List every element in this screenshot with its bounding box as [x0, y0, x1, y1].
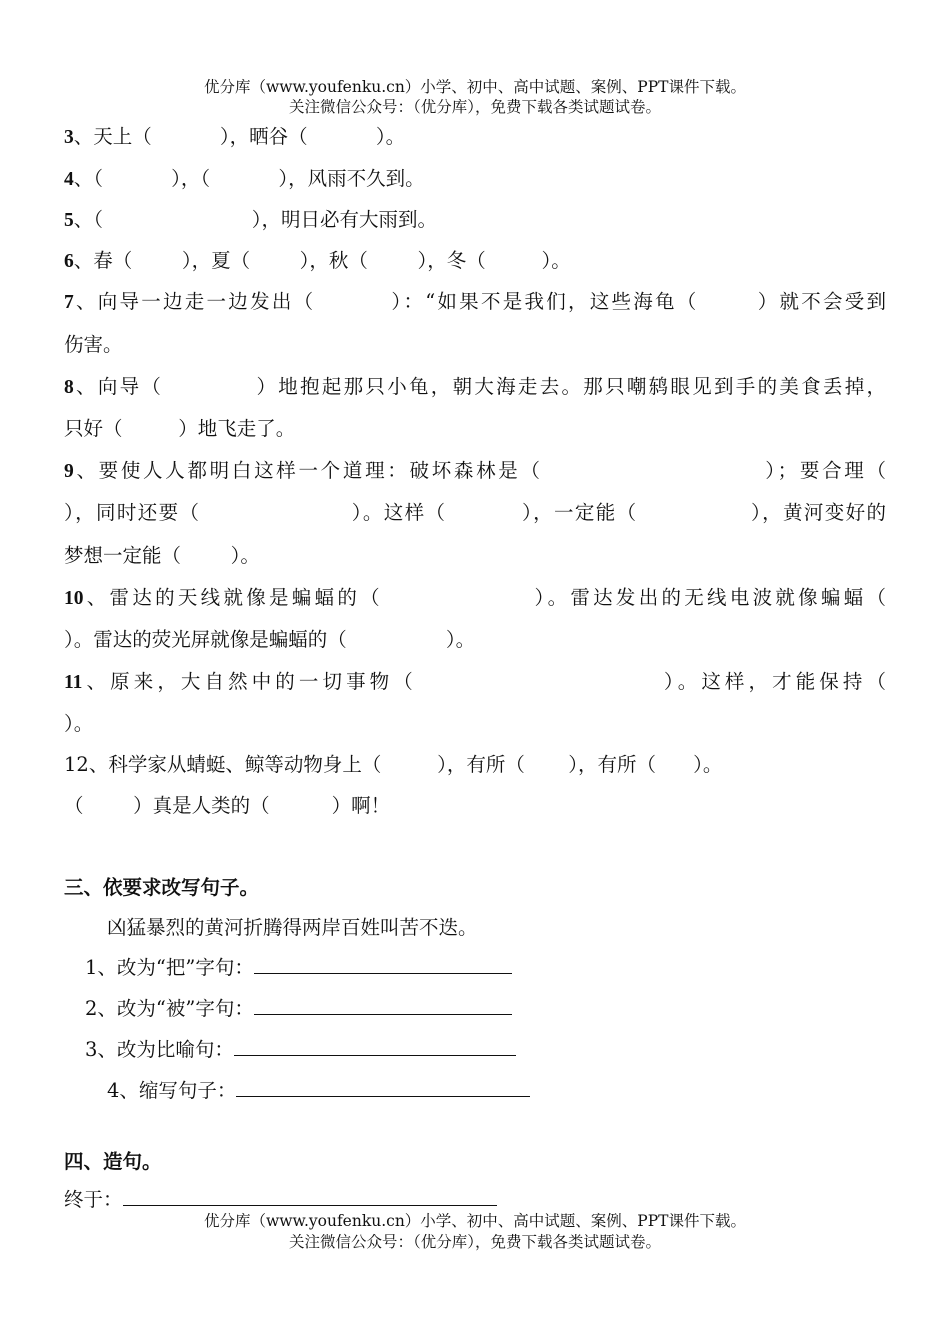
section-3-sentence: 凶猛暴烈的黄河折腾得两岸百姓叫苦不迭。 [107, 916, 478, 939]
answer-line[interactable] [123, 1185, 497, 1206]
question-number: 3 [64, 127, 74, 148]
question-10 [64, 582, 886, 610]
question-text: 、春（ ），夏（ ），秋（ ），冬（ ）。 [73, 249, 571, 272]
question-number: 7 [64, 292, 74, 313]
question-text: 、要使人人都明白这样一个道理：破坏森林是（ ）；要合理（ [73, 459, 886, 482]
header-line-1: 优分库（www.youfenku.cn）小学、初中、高中试题、案例、PPT课件下载。 [203, 78, 747, 96]
rewrite-task-1 [85, 952, 512, 980]
answer-line[interactable] [236, 1076, 530, 1097]
question-text: 、向导一边走一边发出（ ）：“如果不是我们，这些海龟（ ）就不会受到 [73, 290, 886, 313]
question-11-continuation: ）。 [64, 712, 94, 735]
question-number: 9 [64, 461, 74, 482]
section-4-title: 四、造句。 [64, 1150, 162, 1173]
answer-line[interactable] [254, 953, 512, 974]
question-number: 11 [64, 672, 83, 693]
answer-line[interactable] [234, 1035, 516, 1056]
rewrite-task-label: 3、改为比喻句： [85, 1038, 234, 1061]
question-number: 6 [64, 251, 74, 272]
question-number: 10 [64, 588, 84, 609]
question-9 [64, 455, 886, 483]
question-6 [64, 245, 571, 273]
question-7-continuation: 伤害。 [64, 333, 123, 356]
rewrite-task-2 [85, 993, 512, 1021]
question-number: 5 [64, 210, 74, 231]
footer-line-2: 关注微信公众号：（优分库），免费下载各类试题试卷。 [288, 1233, 661, 1251]
question-number: 8 [64, 377, 74, 398]
section-3-title: 三、依要求改写句子。 [64, 876, 260, 899]
question-8 [64, 371, 886, 399]
question-9-continuation-1: ），同时还要（ ）。这样（ ），一定能（ ），黄河变好的 [64, 501, 886, 524]
answer-line[interactable] [254, 994, 512, 1015]
question-10-continuation: ）。雷达的荧光屏就像是蝙蝠的（ ）。 [64, 628, 476, 651]
header-line-2: 关注微信公众号：（优分库），免费下载各类试题试卷。 [288, 98, 661, 116]
question-7 [64, 286, 886, 314]
question-number: 4 [64, 169, 74, 190]
rewrite-task-label: 1、改为“把”字句： [85, 956, 254, 979]
question-text: 、雷达的天线就像是蝙蝠的（ ）。雷达发出的无线电波就像蝙蝠（ [83, 586, 886, 609]
question-12: 12、科学家从蜻蜓、鲸等动物身上（ ），有所（ ），有所（ ）。 [64, 753, 723, 776]
rewrite-task-3 [85, 1034, 516, 1062]
question-4 [64, 163, 425, 191]
question-text: 、（ ），（ ），风雨不久到。 [73, 167, 425, 190]
question-8-continuation: 只好（ ）地飞走了。 [64, 417, 296, 440]
question-text: 、（ ），明日必有大雨到。 [73, 208, 438, 231]
question-11 [64, 666, 886, 694]
sentence-task-label: 终于： [64, 1188, 123, 1211]
question-text: 、原来，大自然中的一切事物（ ）。这样，才能保持（ [82, 670, 886, 693]
rewrite-task-label: 4、缩写句子： [107, 1079, 237, 1102]
footer-line-1: 优分库（www.youfenku.cn）小学、初中、高中试题、案例、PPT课件下载。 [203, 1212, 747, 1230]
question-3 [64, 121, 405, 149]
rewrite-task-label: 2、改为“被”字句： [85, 997, 254, 1020]
question-text: 、天上（ ），晒谷（ ）。 [73, 125, 406, 148]
sentence-task [64, 1184, 497, 1212]
question-12-continuation: （ ）真是人类的（ ）啊！ [64, 794, 391, 817]
question-9-continuation-2: 梦想一定能（ ）。 [64, 544, 260, 567]
rewrite-task-4 [107, 1075, 530, 1103]
question-text: 、向导（ ）地抱起那只小龟，朝大海走去。那只嘲鸫眼见到手的美食丢掉， [73, 375, 886, 398]
question-5 [64, 204, 437, 232]
